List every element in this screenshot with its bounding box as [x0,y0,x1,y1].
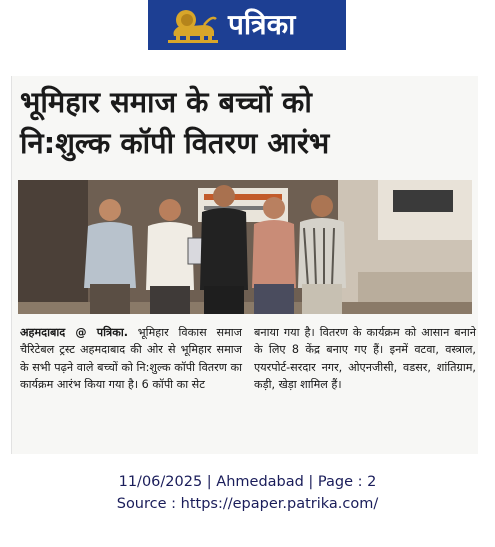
article-column-1 [20,324,242,452]
headline-line-1: भूमिहार समाज के बच्चों को [20,85,312,119]
masthead [148,0,346,50]
masthead-brand: पत्रिका [228,8,296,41]
footer-date-page: 11/06/2025 | Ahmedabad | Page : 2 [118,474,377,490]
lion-logo-icon [160,5,220,45]
article-column-2 [254,324,476,452]
article-text-1: भूमिहार विकास समाज चैरिटेबल ट्रस्ट अहमदाबाद की ओर से भूमिहार समाज के सभी पढ़ने वाले बच्चों को नि:शुल्क कॉपी वितरण का कार्यक्रम आरंभ किया गया है। 6 कॉपी का सेट [20,326,242,392]
headline [20,82,470,164]
group-photo-image [18,180,472,314]
article-body [20,324,476,452]
article-text-2: बनाया गया है। वितरण के कार्यक्रम को आसान बनाने के लिए 8 केंद्र बनाए गए हैं। इनमें वटवा, वस्त्राल, एयरपोर्ट-सरदार नगर, ओएनजीसी, वडसर, शांतिग्राम, कड़ी, खेड़ा शामिल हैं। [254,326,476,392]
news-clipping [11,76,478,454]
footer-source: Source : https://epaper.patrika.com/ [116,496,379,512]
headline-line-2: नि:शुल्क कॉपी वितरण आरंभ [20,126,330,160]
dateline: अहमदाबाद @ पत्रिका. [20,326,128,339]
